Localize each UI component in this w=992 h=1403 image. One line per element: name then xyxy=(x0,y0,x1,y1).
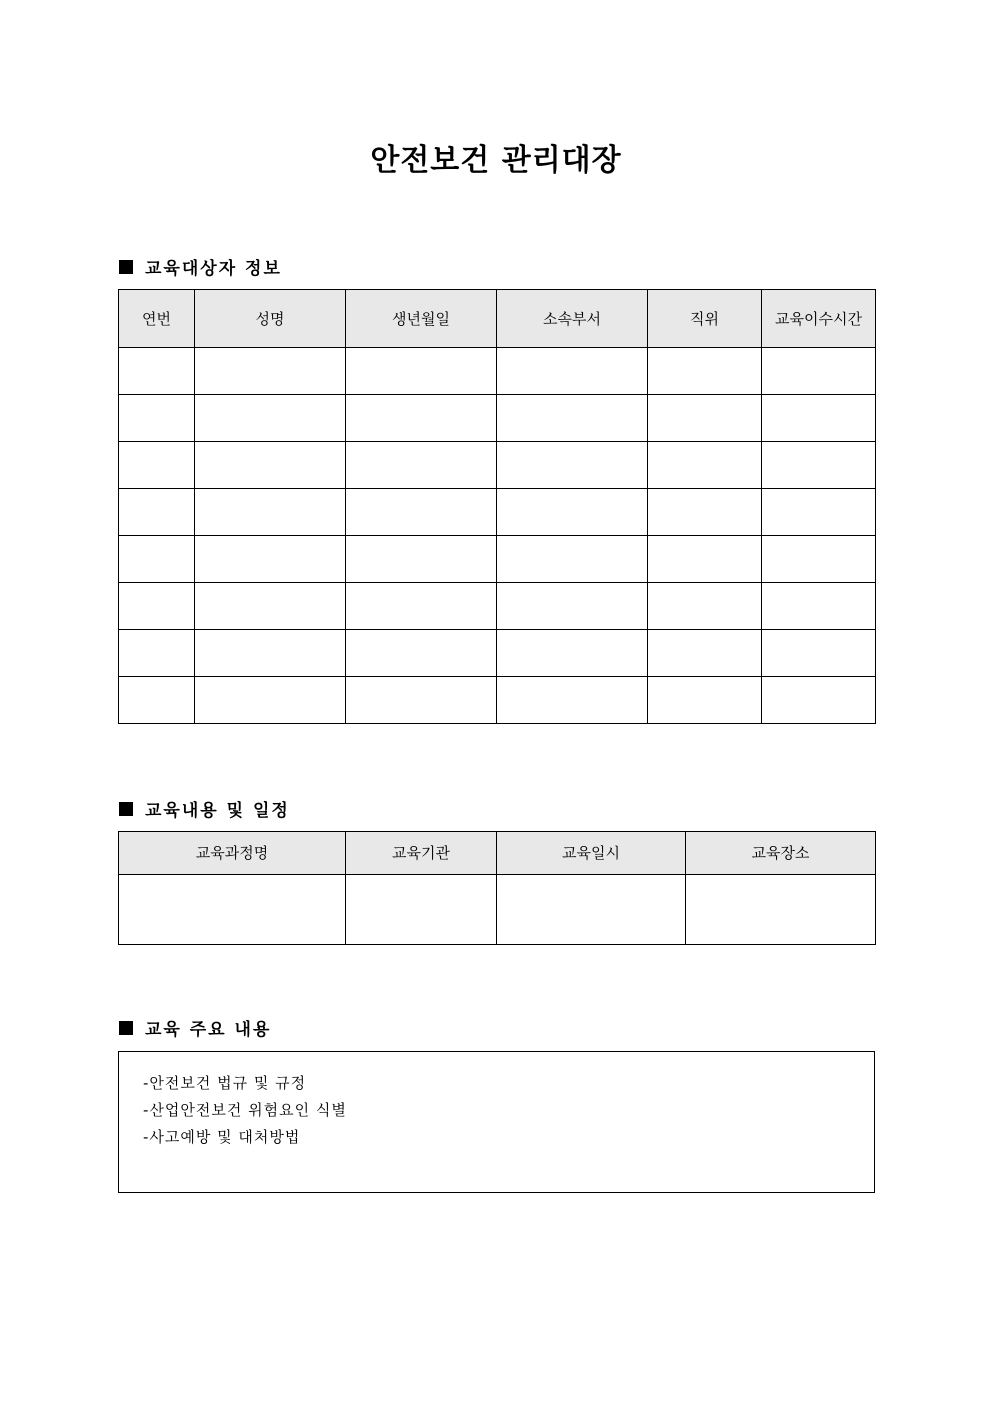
table-cell[interactable] xyxy=(195,489,346,536)
trainee-table xyxy=(118,289,876,724)
table-cell[interactable] xyxy=(648,630,762,677)
table-cell[interactable] xyxy=(119,348,195,395)
table-cell[interactable] xyxy=(648,489,762,536)
col-header: 교육일시 xyxy=(497,832,686,875)
table-cell[interactable] xyxy=(762,442,876,489)
table-cell[interactable] xyxy=(497,442,648,489)
table-cell[interactable] xyxy=(195,677,346,724)
table-cell[interactable] xyxy=(119,630,195,677)
col-header: 교육과정명 xyxy=(119,832,346,875)
table-cell[interactable] xyxy=(648,442,762,489)
content-line: -안전보건 법규 및 규정 xyxy=(143,1074,307,1092)
col-header: 교육장소 xyxy=(686,832,876,875)
section-heading-schedule xyxy=(119,796,290,821)
table-row xyxy=(119,536,876,583)
section-heading-text: 교육내용 및 일정 xyxy=(145,801,290,821)
table-cell[interactable] xyxy=(762,630,876,677)
section-heading-text: 교육 주요 내용 xyxy=(145,1020,272,1040)
table-cell[interactable] xyxy=(648,348,762,395)
table-row xyxy=(119,489,876,536)
table-cell[interactable] xyxy=(648,536,762,583)
section-heading-trainees xyxy=(119,254,282,279)
table-cell[interactable] xyxy=(497,536,648,583)
table-row xyxy=(119,348,876,395)
table-cell[interactable] xyxy=(195,395,346,442)
table-cell[interactable] xyxy=(346,875,497,945)
table-cell[interactable] xyxy=(346,583,497,630)
table-cell[interactable] xyxy=(648,677,762,724)
section-heading-content xyxy=(119,1015,271,1040)
table-row xyxy=(119,583,876,630)
content-line: -사고예방 및 대처방법 xyxy=(143,1128,301,1146)
col-header: 연번 xyxy=(119,290,195,348)
table-cell[interactable] xyxy=(119,875,346,945)
square-bullet-icon xyxy=(119,1021,133,1035)
table-cell[interactable] xyxy=(195,536,346,583)
table-cell[interactable] xyxy=(119,489,195,536)
table-cell[interactable] xyxy=(648,395,762,442)
table-cell[interactable] xyxy=(686,875,876,945)
table-cell[interactable] xyxy=(497,677,648,724)
col-header: 교육이수시간 xyxy=(762,290,876,348)
table-cell[interactable] xyxy=(346,536,497,583)
table-cell[interactable] xyxy=(497,348,648,395)
table-cell[interactable] xyxy=(497,489,648,536)
table-cell[interactable] xyxy=(762,677,876,724)
table-row xyxy=(119,630,876,677)
table-cell[interactable] xyxy=(346,348,497,395)
table-row xyxy=(119,395,876,442)
table-cell[interactable] xyxy=(346,630,497,677)
table-cell[interactable] xyxy=(119,583,195,630)
table-header-row xyxy=(119,290,876,348)
table-cell[interactable] xyxy=(195,348,346,395)
table-cell[interactable] xyxy=(195,583,346,630)
col-header: 소속부서 xyxy=(497,290,648,348)
table-cell[interactable] xyxy=(346,489,497,536)
table-cell[interactable] xyxy=(497,875,686,945)
square-bullet-icon xyxy=(119,802,133,816)
col-header: 생년월일 xyxy=(346,290,497,348)
section-heading-text: 교육대상자 정보 xyxy=(145,259,282,279)
table-cell[interactable] xyxy=(119,536,195,583)
schedule-table xyxy=(118,831,876,945)
table-cell[interactable] xyxy=(762,583,876,630)
table-cell[interactable] xyxy=(497,395,648,442)
content-line: -산업안전보건 위험요인 식별 xyxy=(143,1101,347,1119)
table-cell[interactable] xyxy=(648,583,762,630)
col-header: 성명 xyxy=(195,290,346,348)
table-row xyxy=(119,442,876,489)
table-cell[interactable] xyxy=(119,677,195,724)
table-cell[interactable] xyxy=(762,395,876,442)
table-cell[interactable] xyxy=(762,536,876,583)
table-row xyxy=(119,677,876,724)
square-bullet-icon xyxy=(119,260,133,274)
table-cell[interactable] xyxy=(195,630,346,677)
table-cell[interactable] xyxy=(762,348,876,395)
table-cell[interactable] xyxy=(119,442,195,489)
table-cell[interactable] xyxy=(119,395,195,442)
table-header-row xyxy=(119,832,876,875)
table-row xyxy=(119,875,876,945)
table-cell[interactable] xyxy=(346,395,497,442)
col-header: 교육기관 xyxy=(346,832,497,875)
table-cell[interactable] xyxy=(762,489,876,536)
page-title: 안전보건 관리대장 xyxy=(370,143,622,178)
col-header: 직위 xyxy=(648,290,762,348)
table-cell[interactable] xyxy=(346,677,497,724)
table-cell[interactable] xyxy=(195,442,346,489)
table-cell[interactable] xyxy=(346,442,497,489)
table-cell[interactable] xyxy=(497,630,648,677)
table-cell[interactable] xyxy=(497,583,648,630)
content-box xyxy=(118,1051,875,1193)
